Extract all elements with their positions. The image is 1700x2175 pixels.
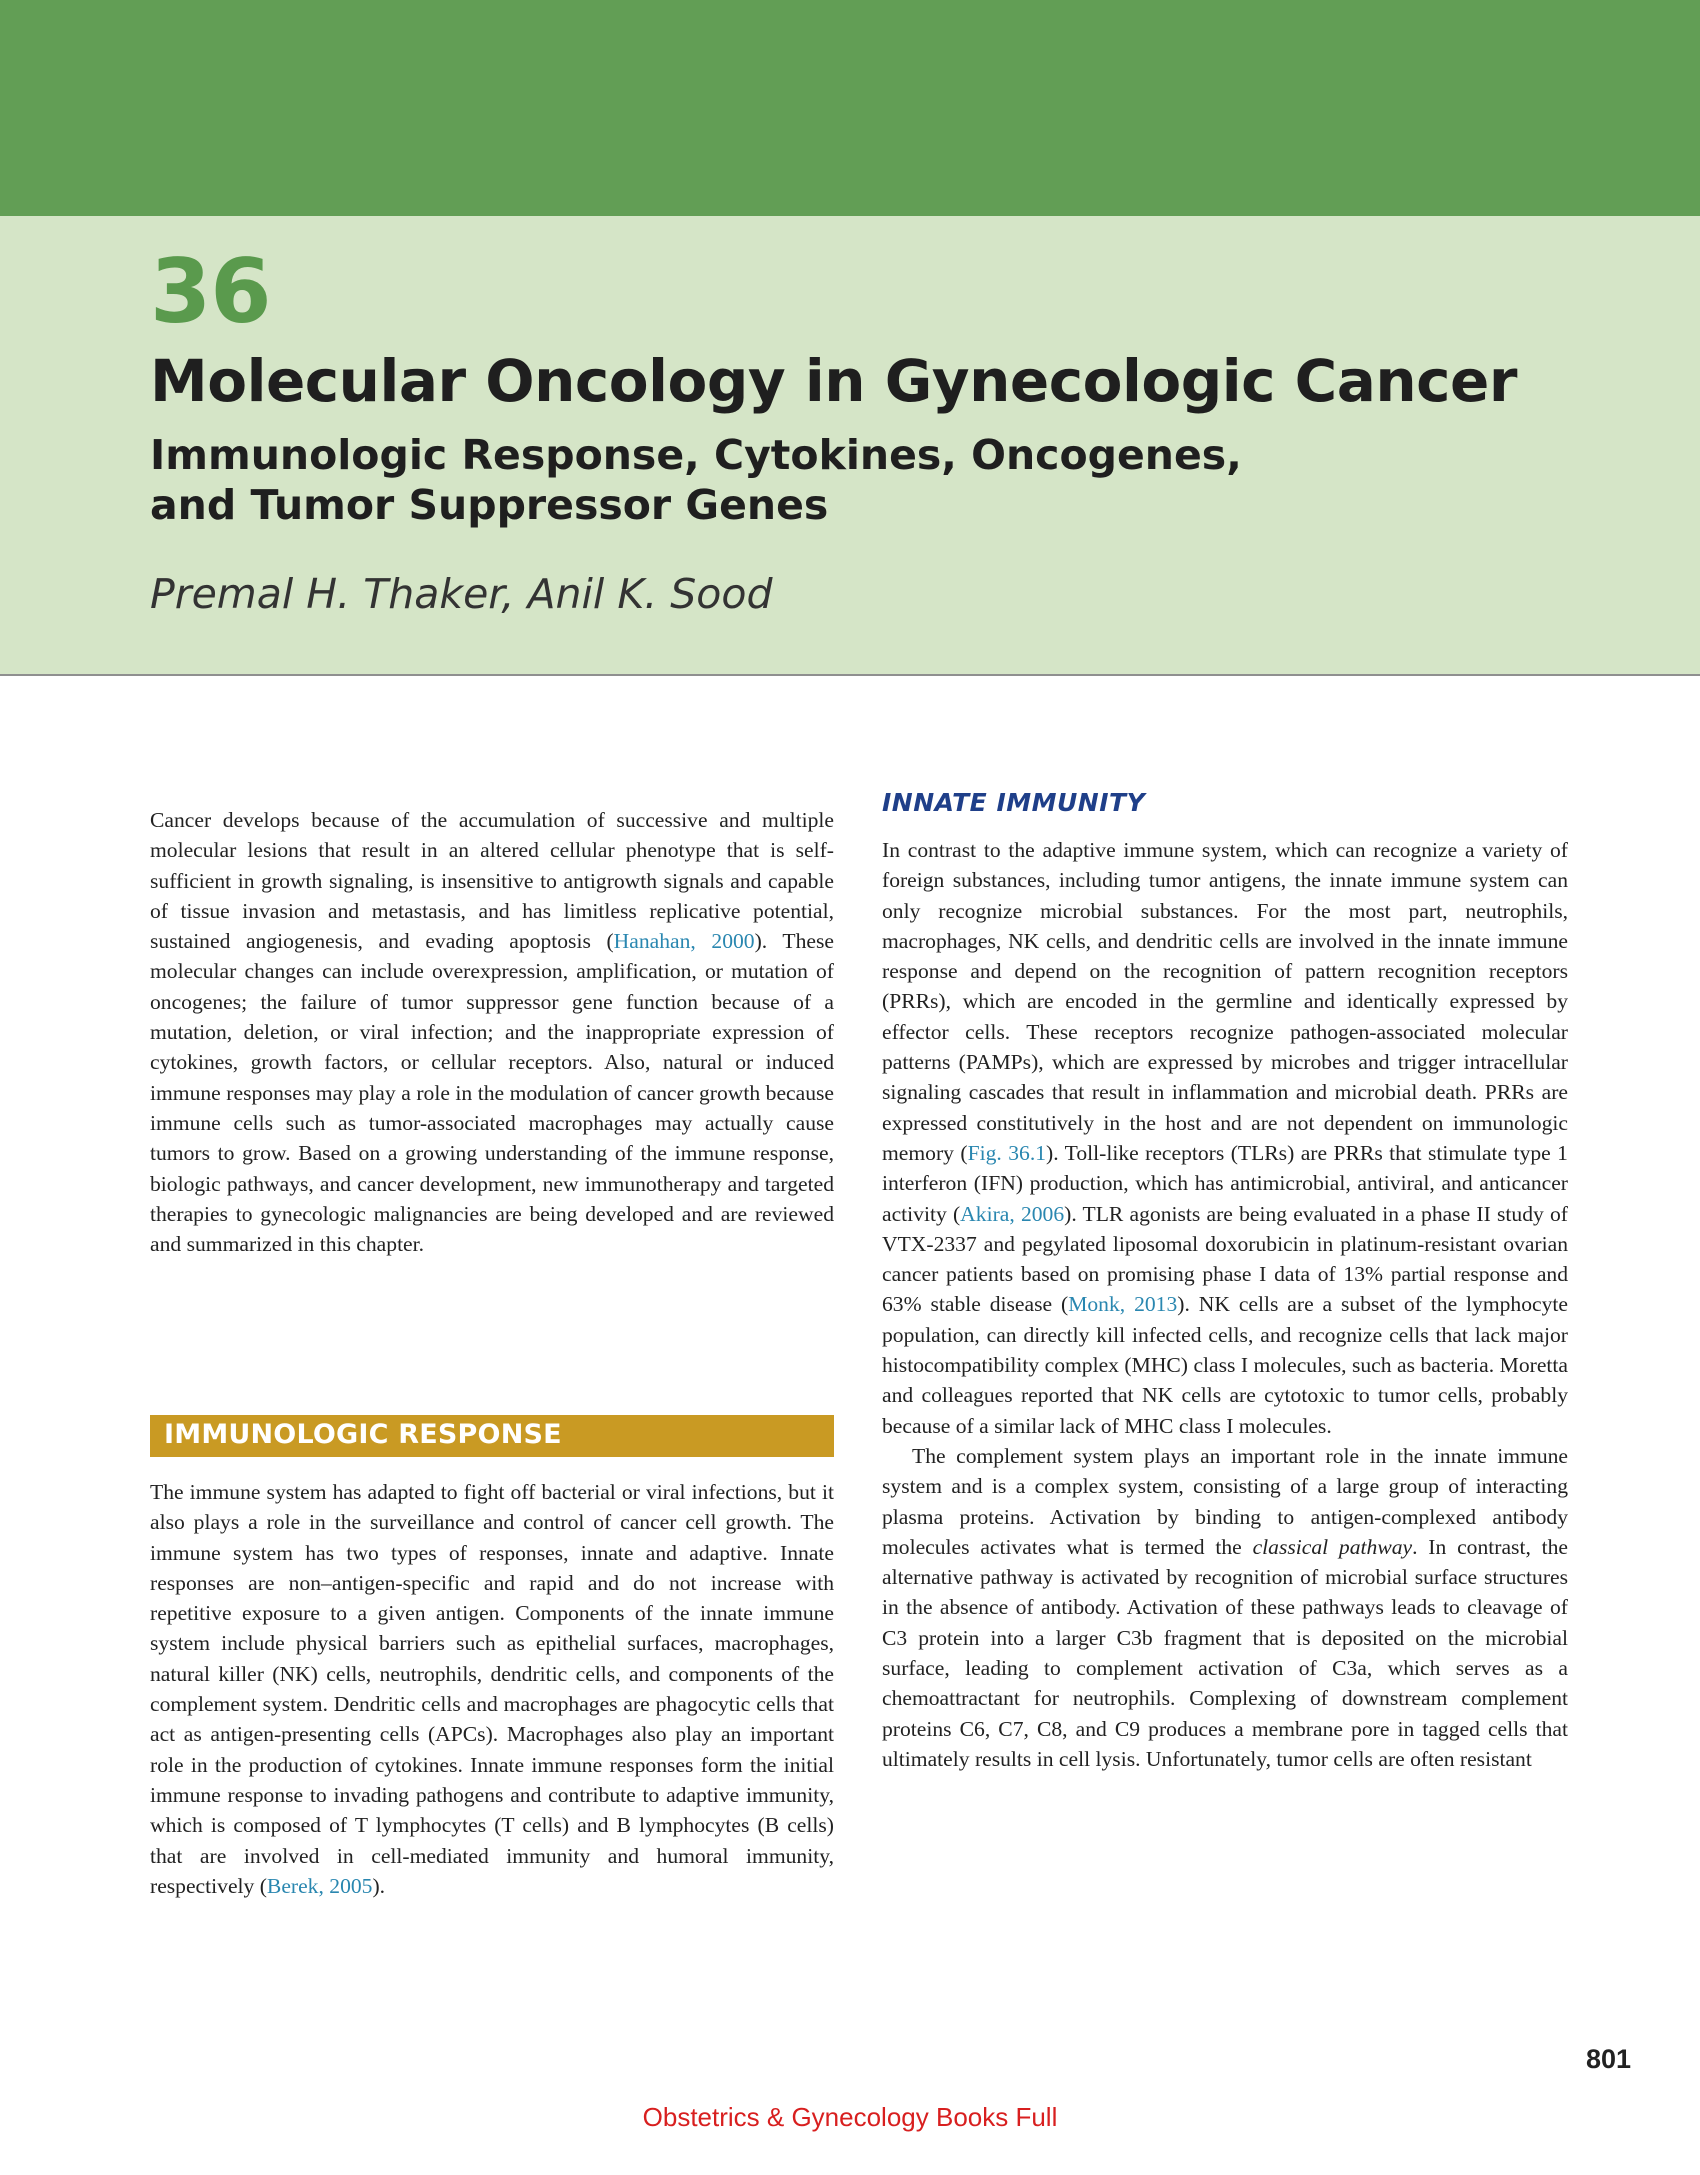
section-heading-bar [150, 1415, 834, 1457]
intro-text-1: Cancer develops because of the accumulation of successive and multiple molecular lesions that result in an altered cellular phenotype that is self-sufficient in growth signaling, is insensitive to antigrowth signals and capable of tissue invasion and metastasis, and has limitless replicative potential, sustained angiogenesis, and evading apoptosis ( [150, 808, 834, 954]
figure-link[interactable]: Fig. 36.1 [967, 1140, 1047, 1165]
innate-paragraph-1 [882, 835, 1568, 1441]
page-number: 801 [1586, 2044, 1632, 2074]
intro-text-2: ). These molecular changes can include overexpression, amplification, or mutation of oncogenes; the failure of tumor suppressor gene function because of a mutation, deletion, or viral infection; and the inappropriate expression of cytokines, growth factors, or cellular receptors. Also, natural or induced immune responses may play a role in the modulation of cancer growth because immune cells such as tumor-associated macrophages may actually cause tumors to grow. Based on a growing understanding of the immune response, biologic pathways, and cancer development, new immunotherapy and targeted therapies to gynecologic malignancies are being developed and are reviewed and summarized in this chapter. [150, 929, 834, 1257]
footer-text: Obstetrics & Gynecology Books Full [642, 2102, 1058, 2132]
innate-text-1: In contrast to the adaptive immune system, which can recognize a variety of foreign substances, including tumor antigens, the innate immune system can only recognize microbial substances. For the most part, neutrophils, macrophages, NK cells, and dendritic cells are involved in the innate immune response and depend on the recognition of pattern recognition receptors (PRRs), which are encoded in the germline and identically expressed by effector cells. These receptors recognize pathogen-associated molecular patterns (PAMPs), which are expressed by microbes and trigger intracellular signaling cascades that result in inflammation and microbial death. PRRs are expressed constitutively in the host and are not dependent on immunologic memory ( [882, 838, 1568, 1165]
innate-text-3: ). TLR agonists are being evaluated in a phase II study of VTX-2337 and pegylated liposomal doxorubicin in platinum-resistant ovarian cancer patients based on promising phase I data of 13% partial response and 63% stable disease ( [882, 1201, 1568, 1317]
innate-text-6: . In contrast, the alternative pathway is activated by recognition of microbial surface structures in the absence of antibody. Activation of these pathways leads to cleavage of C3 protein into a larger C3b fragment that is deposited on the microbial surface, leading to complement activation of C3a, which serves as a chemoattractant for neutrophils. Complexing of downstream complement proteins C6, C7, C8, and C9 produces a membrane pore in tagged cells that ultimately results in cell lysis. Unfortunately, tumor cells are often resistant [882, 1534, 1569, 1771]
chapter-number: 36 [150, 240, 271, 343]
classical-pathway-term: classical pathway [1252, 1534, 1413, 1559]
chapter-authors: Premal H. Thaker, Anil K. Sood [150, 570, 773, 618]
subtitle-line-1: Immunologic Response, Cytokines, Oncogenes, [150, 431, 1242, 479]
citation-link[interactable]: Berek, 2005 [266, 1873, 373, 1898]
chapter-subtitle [150, 430, 1242, 530]
immunologic-text-2: ). [372, 1873, 386, 1898]
innate-paragraph-2 [882, 1441, 1568, 1774]
top-color-band [0, 0, 1700, 216]
subtitle-line-2: and Tumor Suppressor Genes [150, 481, 829, 529]
innate-text-4: ). NK cells are a subset of the lymphocyte population, can directly kill infected cells, and recognize cells that lack major histocompatibility complex (MHC) class I molecules, such as bacteria. Moretta and colleagues reported that NK cells are cytotoxic to tumor cells, probably because of a similar lack of MHC class I molecules. [882, 1292, 1568, 1438]
immunologic-text-1: The immune system has adapted to fight off bacterial or viral infections, but it also plays a role in the surveillance and control of cancer cell growth. The immune system has two types of responses, innate and adaptive. Innate responses are non–antigen-specific and rapid and do not increase with repetitive exposure to a given antigen. Components of the innate immune system include physical barriers such as epithelial surfaces, macrophages, natural killer (NK) cells, neutrophils, dendritic cells, and components of the complement system. Dendritic cells and macrophages are phagocytic cells that act as antigen-presenting cells (APCs). Macrophages also play an important role in the production of cytokines. Innate immune responses form the initial immune response to invading pathogens and contribute to adaptive immunity, which is composed of T lymphocytes (T cells) and B lymphocytes (B cells) that are involved in cell-mediated immunity and humoral immunity, respectively ( [150, 1480, 834, 1898]
chapter-title: Molecular Oncology in Gynecologic Cancer [150, 347, 1517, 415]
intro-paragraph [150, 805, 834, 1259]
citation-link[interactable]: Monk, 2013 [1068, 1292, 1178, 1317]
citation-link[interactable]: Akira, 2006 [960, 1201, 1065, 1226]
subsection-heading-innate: INNATE IMMUNITY [882, 788, 1146, 817]
citation-link[interactable]: Hanahan, 2000 [613, 929, 755, 954]
innate-text-column [882, 835, 1568, 1774]
innate-text-5: The complement system plays an important role in the innate immune system and is a complex system, consisting of a large group of interacting plasma proteins. Activation by binding to antigen-complexed antibody molecules activates what is termed the [882, 1443, 1568, 1559]
innate-text-2: ). Toll-like receptors (TLRs) are PRRs that stimulate type 1 interferon (IFN) production, which has antimicrobial, antiviral, and anticancer activity ( [882, 1140, 1568, 1226]
immunologic-paragraph [150, 1477, 834, 1901]
section-heading-immunologic: IMMUNOLOGIC RESPONSE [164, 1419, 562, 1450]
